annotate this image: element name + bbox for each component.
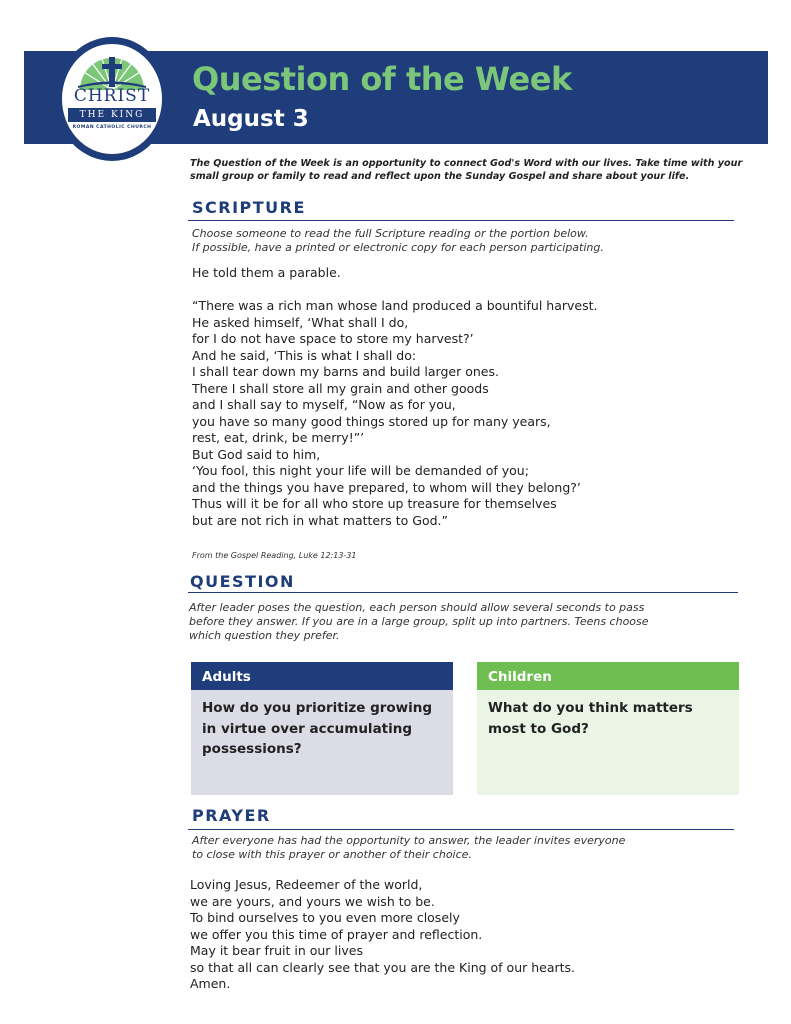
adults-box-header: Adults <box>191 662 453 690</box>
prayer-divider <box>188 829 734 830</box>
scripture-instructions: Choose someone to read the full Scripture reading or the portion below. If possible, have a printed or electronic copy for each person participating. <box>192 227 604 254</box>
children-box-header: Children <box>477 662 739 690</box>
prayer-instructions: After everyone has had the opportunity to answer, the leader invites everyone to close with this prayer or another of their choice. <box>192 834 626 861</box>
logo-bar-text: THE KING <box>68 108 156 122</box>
question-heading: QUESTION <box>190 572 295 591</box>
scripture-heading: SCRIPTURE <box>192 198 306 217</box>
scripture-citation: From the Gospel Reading, Luke 12:13-31 <box>192 551 357 560</box>
page-title: Question of the Week <box>192 60 572 98</box>
page-date: August 3 <box>193 106 309 132</box>
logo-name: CHRIST <box>73 86 151 106</box>
prayer-heading: PRAYER <box>192 806 271 825</box>
scripture-text: He told them a parable. “There was a rich man whose land produced a bountiful harvest. He asked himself, ‘What shall I do, for I do not have space to store my harvest?’ And he said, ‘This is what I shall do: I shall tear down my barns and build larger ones. There I shall store all my grain and other goods and I shall say to myself, “Now as for you, you have so many good things stored up for many years, rest, eat, drink, be merry!”’ But God said to him, ‘You fool, this night your life will be demanded of you; and the things you have prepared, to whom will they belong?’ Thus will it be for all who store up treasure for themselves but are not rich in what matters to God.” <box>192 265 598 528</box>
scripture-divider <box>188 220 734 221</box>
intro-text: The Question of the Week is an opportunity to connect God's Word with our lives. Take time with your small group or family to read and reflect upon the Sunday Gospel and share about your life. <box>190 158 743 182</box>
prayer-text: Loving Jesus, Redeemer of the world, we are yours, and yours we wish to be. To bind ourselves to you even more closely we offer you this time of prayer and reflection. May it bear fruit in our lives so that all can clearly see that you are the King of our hearts. Amen. <box>190 877 576 991</box>
logo-subtitle: ROMAN CATHOLIC CHURCH <box>72 125 152 130</box>
question-divider <box>188 592 738 593</box>
children-question: What do you think matters most to God? <box>477 690 739 795</box>
adults-question: How do you prioritize growing in virtue over accumulating possessions? <box>191 690 453 795</box>
question-instructions: After leader poses the question, each person should allow several seconds to pass before they answer. If you are in a large group, split up into partners. Teens choose which question they prefer. <box>189 601 649 642</box>
